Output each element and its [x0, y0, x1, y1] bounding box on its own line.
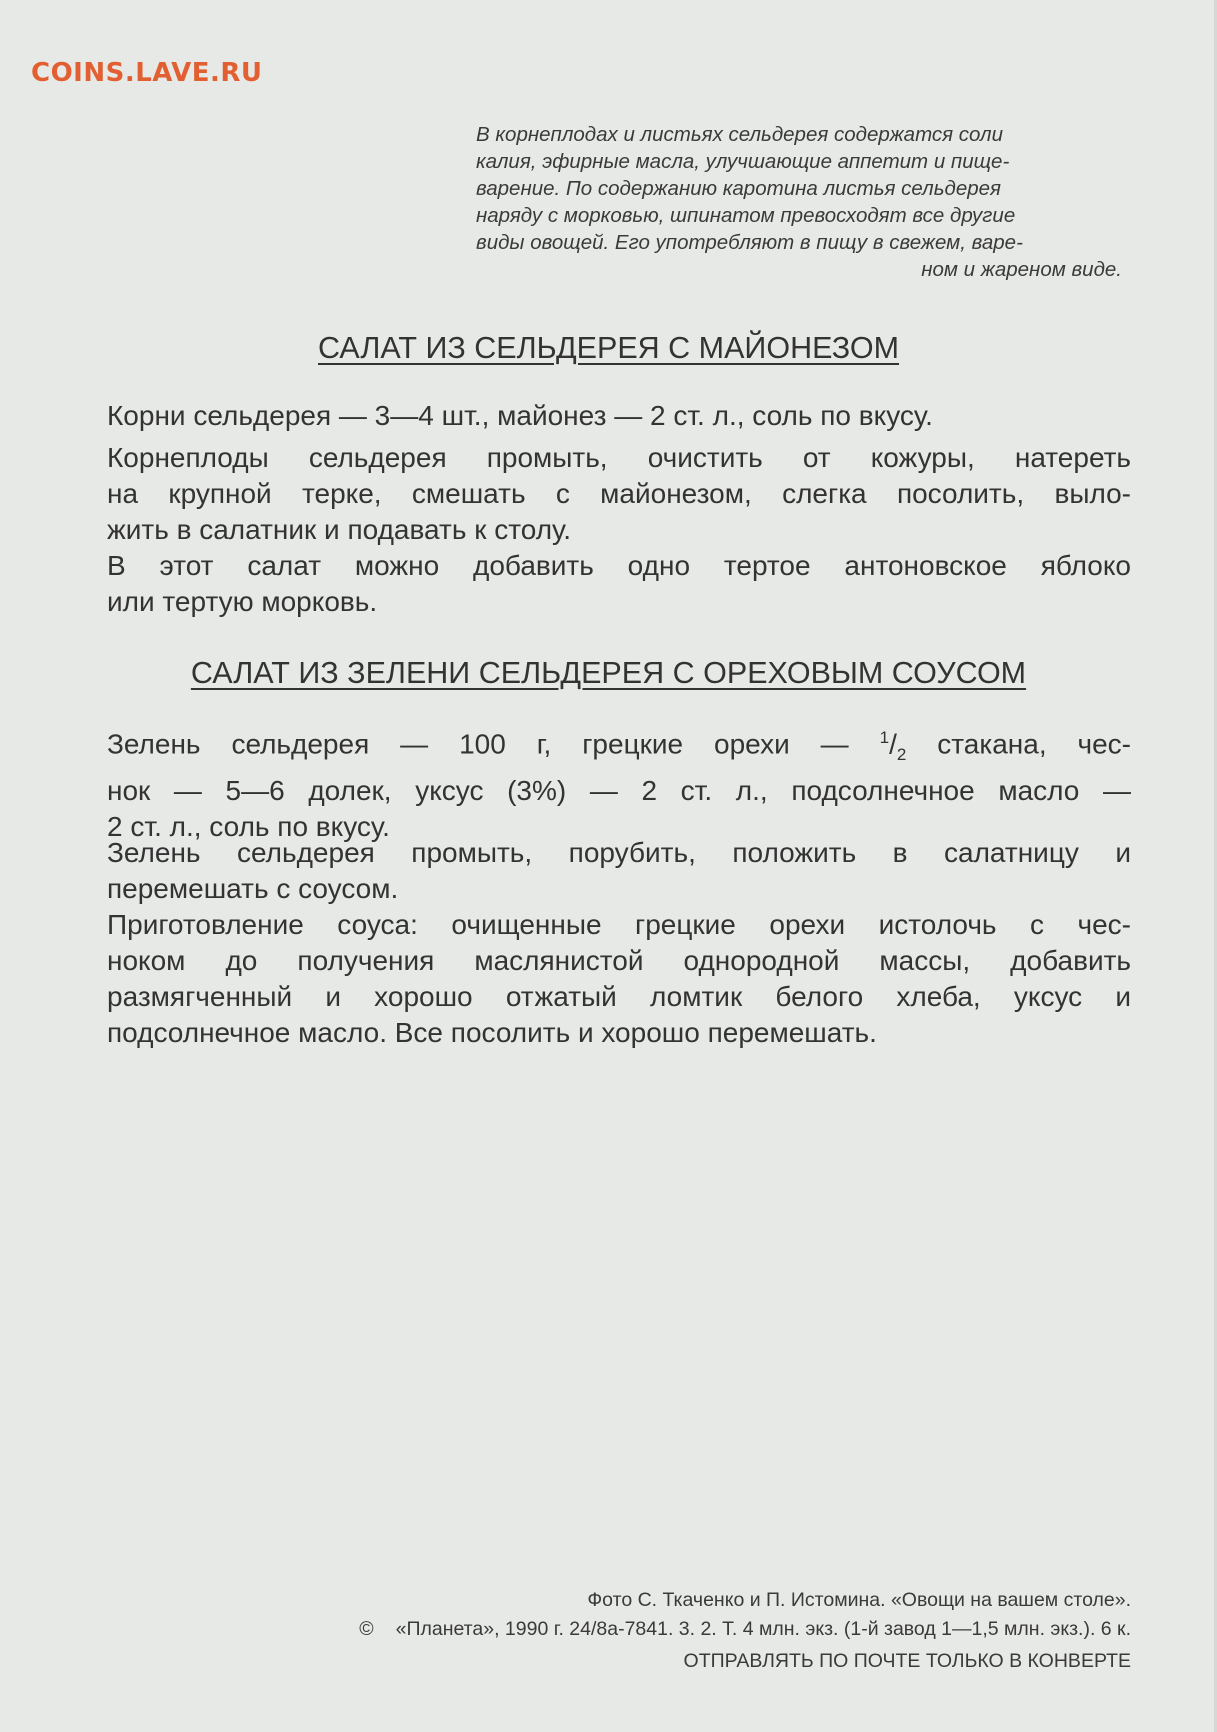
recipe2-ingredients — [107, 720, 1131, 845]
ingredients-line: Зелень сельдерея — 100 г, грецкие орехи — $^1/_2$ стакана, чес- — [107, 728, 1132, 764]
method-line: Зелень сельдерея промыть, порубить, положить в салатницу и — [107, 837, 1131, 868]
copyright-sign: © — [359, 1618, 374, 1640]
recipe2-title: САЛАТ ИЗ ЗЕЛЕНИ СЕЛЬДЕРЕЯ С ОРЕХОВЫМ СОУСОМ — [190, 656, 1027, 690]
method-line: перемешать с соусом. — [107, 873, 399, 904]
method-line: Приготовление соуса: очищенные грецкие орехи истолочь с чес- — [107, 909, 1131, 940]
method-line: на крупной терке, смешать с майонезом, слегка посолить, выло- — [107, 478, 1131, 509]
ingredients-line: Корни сельдерея — 3—4 шт., майонез — 2 ст. л., соль по вкусу. — [107, 400, 933, 431]
method-line: или тертую морковь. — [107, 586, 378, 617]
intro-line: В корнеплодах и листьях сельдерея содержатся соли — [476, 123, 1003, 146]
watermark-text: COINS.LAVE.RU — [31, 58, 263, 88]
intro-line: наряду с морковью, шпинатом превосходят все другие — [476, 204, 1016, 227]
recipe1-method — [107, 440, 1131, 620]
method-line: В этот салат можно добавить одно тертое антоновское яблоко — [107, 550, 1131, 581]
method-line: размягченный и хорошо отжатый ломтик белого хлеба, уксус и — [107, 981, 1131, 1012]
method-line: подсолнечное масло. Все посолить и хорошо перемешать. — [107, 1017, 877, 1048]
method-line: ноком до получения маслянистой однородной массы, добавить — [107, 945, 1131, 976]
ingredients-text: стакана, чес- — [937, 728, 1132, 760]
ingredients-line: 2 ст. л., соль по вкусу. — [107, 810, 390, 842]
recipe2-method — [107, 835, 1131, 1051]
intro-paragraph — [476, 121, 1122, 283]
fraction-denominator: 2 — [896, 744, 907, 764]
ingredients-line: нок — 5—6 долек, уксус (3%) — 2 ст. л., подсолнечное масло — — [107, 774, 1131, 806]
publisher-info — [359, 1618, 1131, 1641]
intro-line: ном и жареном виде. — [921, 258, 1122, 281]
fraction-numerator: 1 — [879, 728, 890, 747]
publisher-text: «Планета», 1990 г. 24/8а-7841. 3. 2. Т. 4 млн. экз. (1-й завод 1—1,5 млн. экз.). 6 к. — [395, 1618, 1131, 1640]
intro-line: варение. По содержанию каротина листья сельдерея — [476, 177, 1001, 200]
method-line: жить в салатник и подавать к столу. — [107, 514, 572, 545]
intro-line: калия, эфирные масла, улучшающие аппетит и пище- — [476, 150, 1010, 173]
ingredients-text: Зелень сельдерея — 100 г, грецкие орехи — — [107, 728, 849, 760]
method-line: Корнеплоды сельдерея промыть, очистить от кожуры, натереть — [107, 442, 1131, 473]
intro-line: виды овощей. Его употребляют в пищу в свежем, варе- — [476, 231, 1023, 254]
mailing-note: ОТПРАВЛЯТЬ ПО ПОЧТЕ ТОЛЬКО В КОНВЕРТЕ — [683, 1650, 1131, 1672]
photo-credits: Фото С. Ткаченко и П. Истомина. «Овощи на вашем столе». — [587, 1589, 1131, 1611]
recipe1-ingredients — [107, 398, 1131, 434]
recipe1-title: САЛАТ ИЗ СЕЛЬДЕРЕЯ С МАЙОНЕЗОМ — [318, 331, 899, 365]
